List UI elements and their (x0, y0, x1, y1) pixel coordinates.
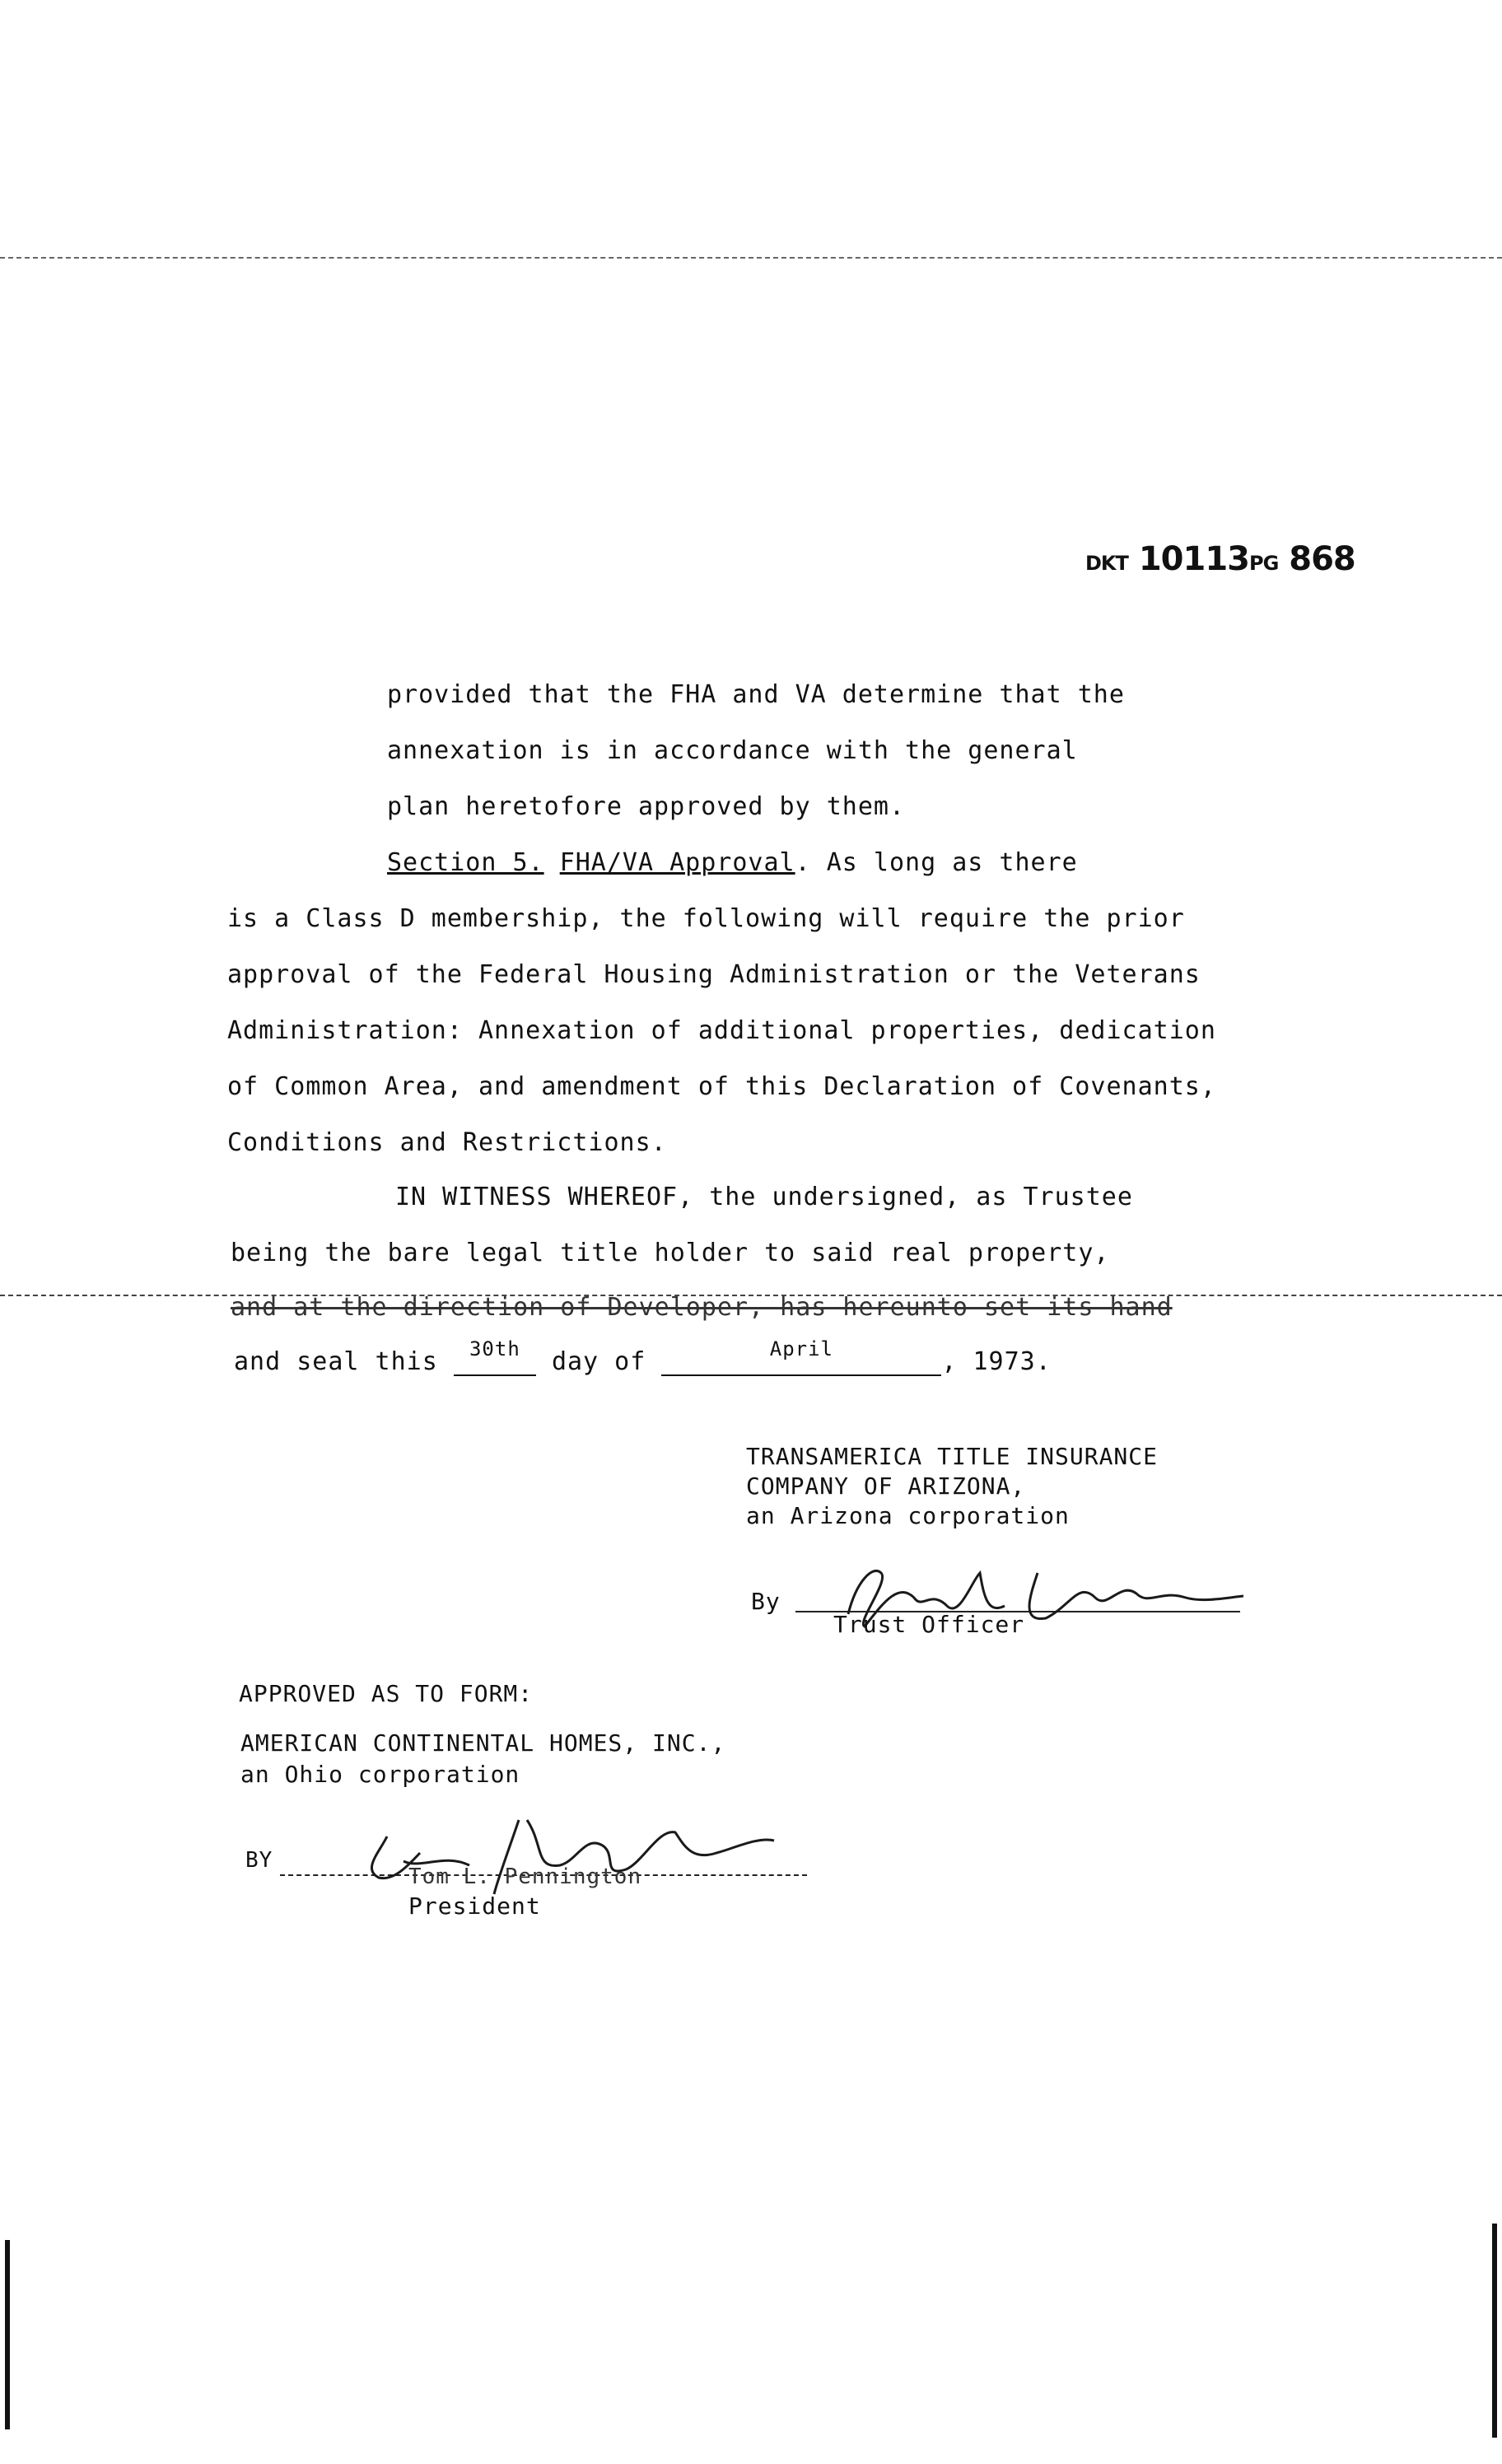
seal-day-blank (454, 1337, 536, 1376)
seal-day: 30th (469, 1337, 520, 1360)
witness-line-2: being the bare legal title holder to said real property, (231, 1239, 1110, 1267)
section-line-1: is a Class D membership, the following will require the prior (227, 904, 1185, 933)
trustee-signer-title: Trust Officer (833, 1611, 1025, 1638)
approval-signer-title: President (408, 1892, 541, 1920)
trustee-line-1: TRANSAMERICA TITLE INSURANCE (746, 1443, 1159, 1470)
section-title: FHA/VA Approval (559, 848, 795, 877)
witness-line-1: IN WITNESS WHEREOF, the undersigned, as Trustee (395, 1183, 1133, 1211)
approval-signer-name: Tom L. Pennington (408, 1864, 642, 1889)
trustee-line-3: an Arizona corporation (746, 1502, 1070, 1529)
trustee-line-2: COMPANY OF ARIZONA, (746, 1472, 1026, 1500)
seal-day-word: day of (551, 1347, 646, 1376)
seal-line (234, 1337, 1052, 1376)
seal-month: April (769, 1337, 833, 1360)
body-line-1: provided that the FHA and VA determine that the (387, 680, 1125, 709)
trustee-by-label: By (751, 1588, 781, 1615)
seal-year: , 1973. (941, 1347, 1052, 1376)
approval-line-1: AMERICAN CONTINENTAL HOMES, INC., (240, 1729, 726, 1757)
section-line-3: Administration: Annexation of additional properties, dedication (227, 1016, 1216, 1045)
book-prefix: DKT (1085, 552, 1128, 575)
page-number: 868 (1289, 540, 1355, 578)
body-line-2: annexation is in accordance with the general (387, 736, 1078, 765)
book-number: 10113 (1138, 540, 1249, 578)
page-prefix: PG (1249, 552, 1279, 575)
section-rest: . As long as there (795, 848, 1078, 877)
scan-edge-right (1492, 2224, 1497, 2438)
approval-by-label: BY (245, 1848, 273, 1873)
approval-line-2: an Ohio corporation (240, 1761, 520, 1788)
section-line-5: Conditions and Restrictions. (227, 1128, 667, 1157)
scan-edge-left (5, 2240, 10, 2429)
section-heading-line (387, 848, 1078, 877)
section-line-4: of Common Area, and amendment of this Declaration of Covenants, (227, 1072, 1216, 1101)
seal-prefix: and seal this (234, 1347, 438, 1376)
section-label: Section 5. (387, 848, 544, 877)
scan-noise-top (0, 257, 1502, 259)
witness-line-3: and at the direction of Developer, has hereunto set its hand (231, 1293, 1173, 1322)
approval-heading: APPROVED AS TO FORM: (239, 1680, 534, 1707)
seal-month-blank (661, 1337, 941, 1376)
recording-reference (1085, 540, 1355, 578)
body-line-3: plan heretofore approved by them. (387, 792, 906, 821)
section-line-2: approval of the Federal Housing Administration or the Veterans (227, 960, 1201, 989)
